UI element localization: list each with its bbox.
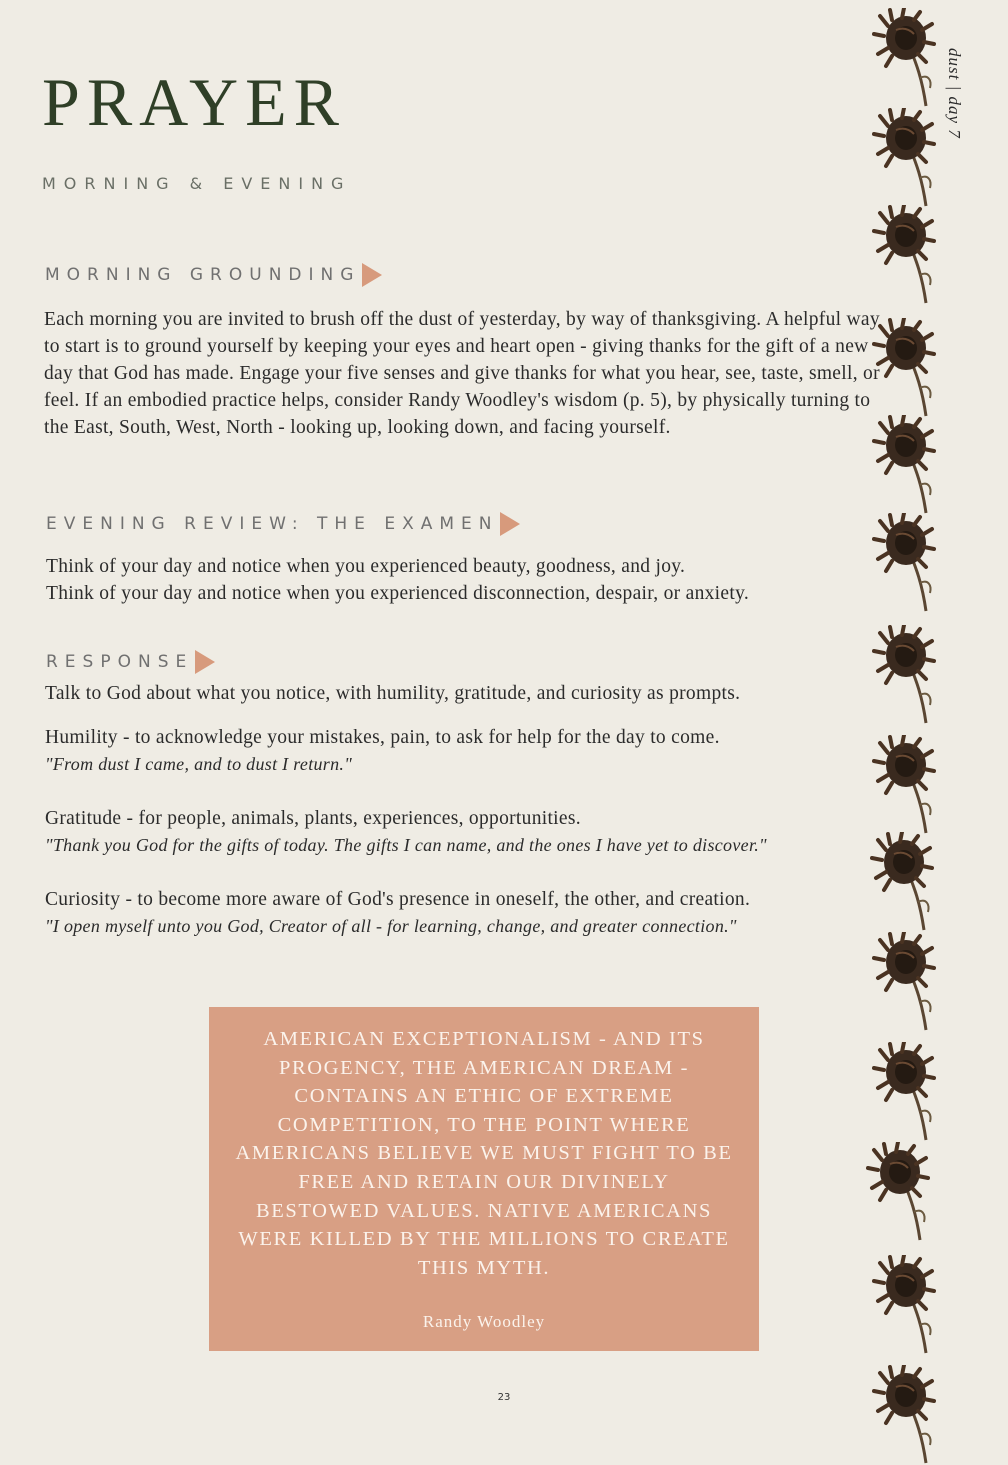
morning-heading bbox=[45, 263, 382, 287]
evening-heading-label: EVENING REVIEW: THE EXAMEN bbox=[46, 514, 499, 534]
curiosity-quote: "I open myself unto you God, Creator of all - for learning, change, and greater connection." bbox=[45, 916, 737, 936]
evening-paragraph bbox=[46, 553, 886, 607]
response-heading-label: RESPONSE bbox=[46, 652, 194, 672]
dried-sunflower-icon bbox=[868, 832, 944, 932]
dried-sunflower-icon bbox=[870, 513, 946, 613]
callout-quote-box bbox=[209, 1007, 759, 1351]
humility-quote: "From dust I came, and to dust I return." bbox=[45, 754, 353, 774]
arrow-icon bbox=[362, 263, 382, 287]
gratitude-block bbox=[45, 805, 885, 859]
curiosity-text: Curiosity - to become more aware of God's presence in oneself, the other, and creation. bbox=[45, 889, 751, 910]
dried-sunflower-icon bbox=[870, 415, 946, 515]
arrow-icon bbox=[195, 650, 215, 674]
morning-paragraph bbox=[44, 306, 884, 441]
dried-sunflower-icon bbox=[870, 932, 946, 1032]
arrow-icon bbox=[500, 512, 520, 536]
response-intro-text: Talk to God about what you notice, with humility, gratitude, and curiosity as prompts. bbox=[45, 683, 741, 704]
dried-sunflower-icon bbox=[870, 735, 946, 835]
response-heading bbox=[46, 650, 215, 674]
running-header: dust | day 7 bbox=[945, 48, 964, 139]
dried-sunflower-icon bbox=[870, 318, 946, 418]
humility-text: Humility - to acknowledge your mistakes, pain, to ask for help for the day to come. bbox=[45, 727, 720, 748]
gratitude-text: Gratitude - for people, animals, plants, experiences, opportunities. bbox=[45, 808, 581, 829]
callout-author: Randy Woodley bbox=[422, 1312, 546, 1332]
evening-line-1: Think of your day and notice when you experienced beauty, goodness, and joy. bbox=[46, 556, 686, 577]
dried-sunflower-icon bbox=[864, 1142, 940, 1242]
morning-heading-label: MORNING GROUNDING bbox=[45, 265, 361, 285]
humility-block bbox=[45, 724, 885, 778]
page-subtitle: MORNING & EVENING bbox=[42, 174, 352, 193]
dried-sunflower-icon bbox=[870, 625, 946, 725]
morning-text: Each morning you are invited to brush off the dust of yesterday, by way of thanksgiving. A helpful way to start is to ground yourself by keeping your eyes and heart open - giving thanks for the gift of a new day that God has made. Engage your five senses and give thanks for what you hear, see, taste, smell, or feel. If an embodied practice helps, consider Randy Woodley's wisdom (p. 5), by physically turning to the East, South, West, North - looking up, looking down, and facing yourself. bbox=[44, 309, 880, 438]
dried-sunflower-icon bbox=[870, 8, 946, 108]
evening-line-2: Think of your day and notice when you experienced disconnection, despair, or anxiety. bbox=[46, 583, 750, 604]
flower-strip bbox=[868, 0, 944, 1440]
dried-sunflower-icon bbox=[870, 108, 946, 208]
curiosity-block bbox=[45, 886, 885, 940]
page-title: PRAYER bbox=[42, 64, 347, 140]
callout-quote-text: AMERICAN EXCEPTIONALISM - AND ITS PROGENCY, THE AMERICAN DREAM - CONTAINS AN ETHIC OF EXTREME COMPETITION, TO THE POINT WHERE AMERICANS BELIEVE WE MUST FIGHT TO BE FREE AND RETAIN OUR DIVINELY BESTOWED VALUES. NATIVE AMERICANS WERE KILLED BY THE MILLIONS TO CREATE THIS MYTH. bbox=[235, 1028, 733, 1279]
evening-heading bbox=[46, 512, 520, 536]
dried-sunflower-icon bbox=[870, 1042, 946, 1142]
page-number: 23 bbox=[497, 1392, 511, 1403]
gratitude-quote: "Thank you God for the gifts of today. The gifts I can name, and the ones I have yet to discover." bbox=[45, 835, 767, 855]
response-intro bbox=[45, 680, 885, 707]
dried-sunflower-icon bbox=[870, 205, 946, 305]
dried-sunflower-icon bbox=[870, 1255, 946, 1355]
dried-sunflower-icon bbox=[870, 1365, 946, 1465]
